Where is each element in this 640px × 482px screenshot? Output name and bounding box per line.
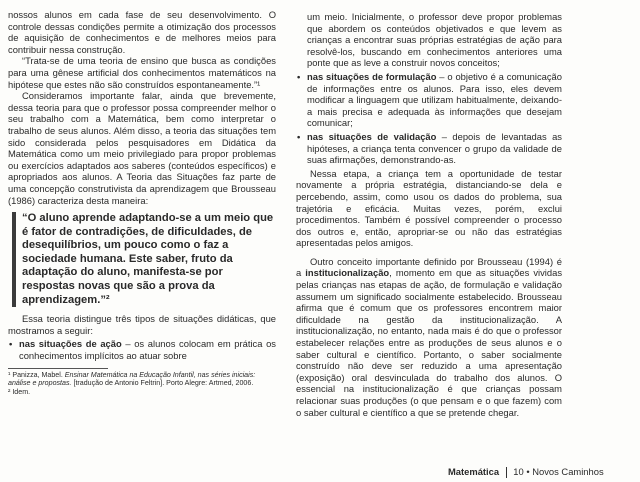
- formulation-description: – o objetivo é a comunicação de informações entre os alunos. Para isso, eles devem modificar a linguagem que utilizam habitualmente, deixando-a mais precisa e adequada às informações que desejam comunicar;: [307, 70, 562, 129]
- footnote-2: ² Idem.: [8, 388, 31, 397]
- term-action: nas situações de ação: [19, 338, 122, 350]
- action-description: – os alunos colocam em prática os conhecimentos implícitos ao atuar sobre: [19, 338, 276, 362]
- term-institutionalization: institucionalização: [305, 267, 390, 279]
- footer-separator: [506, 467, 507, 478]
- paragraph-theory-importance: Consideramos importante falar, ainda que brevemente, dessa teoria para que o professor possa compreender melhor o seu trabalho com a Matemática, bem como interpretar o trabalho de seus alunos. Além disso, a teoria das situações tem sido considerada pelos pesquisadores em Didática da Matemática como um meio privilegiado para propor problemas ou exercícios adaptados aos saberes (conteúdos específicos) e apropriados aos alunos. A Teoria das Situações faz parte de uma concepção construtivista da aprendizagem que Brousseau (1986) caracteriza desta maneira:: [8, 90, 276, 206]
- validation-description: – depois de levantadas as hipóteses, a criança tenta convencer o grupo da validade de suas afirmações, demonstrando-as.: [307, 130, 562, 166]
- footnote-1-author: ¹ Panizza, Mabel.: [8, 370, 65, 379]
- paragraph-validation-stage: Nessa etapa, a criança tem a oportunidade de testar novamente a própria estratégia, distanciando-se dela e percebendo, assim, como usou os dados do problema, sua trajetória e eficácia. Muitas vezes, porém, exclui procedimentos. Também é possível compreender o processo dos outros e, então, apropriar-se ou não das estratégias apresentadas pelos amigos.: [296, 167, 562, 249]
- list-item-action-continued: [296, 11, 562, 69]
- paragraph-three-situations: Essa teoria distingue três tipos de situações didáticas, que mostramos a seguir:: [8, 313, 276, 336]
- list-item-formulation: [296, 71, 562, 129]
- left-column: [8, 9, 276, 397]
- action-description-continued: um meio. Inicialmente, o professor deve propor problemas que abordem os conteúdos objetivados e que levem as crianças a encontrar suas próprias estratégias de ação para resolvê-los, buscando em conhecimentos anteriores uma ponte que as leve a construir novos conceitos;: [307, 11, 562, 69]
- list-item-validation: [296, 131, 562, 166]
- institutionalization-lead: Outro conceito importante definido por Brousseau (1994) é a: [296, 255, 562, 279]
- term-formulation: nas situações de formulação: [307, 70, 437, 82]
- paragraph-intro-end: nossos alunos em cada fase de seu desenvolvimento. O controle dessas condições permite a otimização dos processos de aquisição de conhecimentos e de melhores meios para contribuir nessa construção.: [8, 9, 276, 55]
- situations-list-left: [8, 338, 276, 361]
- footer-collection: Novos Caminhos: [532, 466, 604, 477]
- term-validation: nas situações de validação: [307, 130, 437, 142]
- institutionalization-body: , momento em que as situações vividas pelas crianças nas etapas de ação, de formulação e validação assumem um significado socialmente estabelecido. Brousseau afirma que é comum que os professores encontrem maior dificuldade na gestão da institucionalização. A institucionalização, no entanto, nada mais é do que o professor estabelecer relações entre as produções de seus alunos e o saber cultural e científico. Portanto, o saber socialmente construído não deve ser reduzido a uma apresentação (exposição) oral desvinculada do trabalho dos alunos. O essencial na institucionalização é que crianças possam relacionar suas produções (o que pensam e o que fazem) com o saber cultural e científico a que se pretende chegar.: [296, 267, 563, 418]
- brousseau-quote: [12, 212, 276, 307]
- right-column: [296, 9, 562, 418]
- footnote-1-title: Ensinar Matemática na Educação Infantil, nas séries iniciais: análise e propostas.: [8, 370, 256, 388]
- page-number: 10: [513, 466, 524, 477]
- quote-bar: [12, 212, 16, 307]
- bullet-marker: •: [9, 338, 13, 350]
- footnote-1-publisher: [tradução de Antonio Feltrin]. Porto Alegre: Artmed, 2006.: [71, 379, 254, 388]
- paragraph-theory-definition: “Trata-se de uma teoria de ensino que busca as condições para uma gênese artificial dos conhecimentos matemáticos na hipótese que estes não são construídos espontaneamente.”¹: [8, 55, 276, 90]
- situations-list-right: [296, 11, 562, 166]
- brousseau-quote-text: “O aluno aprende adaptando-se a um meio que é fator de contradições, de dificuldades, de desequilíbrios, um pouco como o faz a sociedade humana. Este saber, fruto da adaptação do aluno, manifesta-se por respostas novas que são a prova da aprendizagem.”²: [22, 212, 274, 306]
- bullet-marker: •: [297, 70, 301, 82]
- list-item-action: [8, 338, 276, 361]
- footer-bullet: •: [526, 466, 530, 477]
- paragraph-institutionalization: [296, 256, 562, 418]
- footnote-1: [8, 371, 276, 388]
- page-footer: [448, 466, 634, 478]
- footnote-rule: [8, 368, 108, 369]
- footer-subject: Matemática: [448, 466, 500, 477]
- bullet-marker: •: [297, 130, 301, 142]
